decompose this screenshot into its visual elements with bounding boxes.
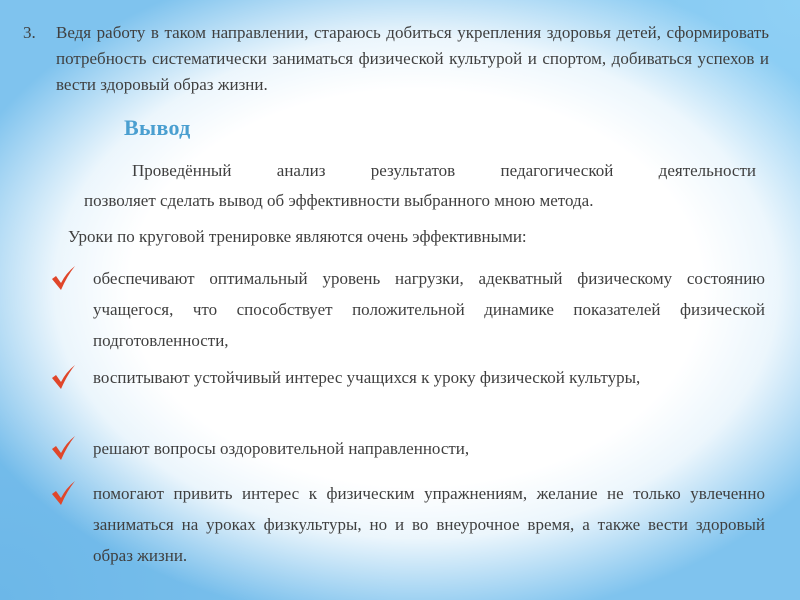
intro-line-1: Проведённый анализ результатов педагогической деятельности xyxy=(132,161,756,180)
section-heading: Вывод xyxy=(124,115,191,140)
bullet-text: обеспечивают оптимальный уровень нагрузки, адекватный физическому состоянию учащегося, что способствует положительной динамике показателей физической подготовленности, xyxy=(93,269,765,350)
checkmark-icon xyxy=(50,364,76,390)
intro-line-2: позволяет сделать вывод об эффективности выбранного мною метода. xyxy=(84,191,594,210)
bullet-text: воспитывают устойчивый интерес учащихся к уроку физической культуры, xyxy=(93,368,641,387)
bullet-text: решают вопросы оздоровительной направленности, xyxy=(93,439,470,458)
item-text: Ведя работу в таком направлении, стараюсь добиться укрепления здоровья детей, сформировать потребность систематически заниматься физической культурой и спортом, добиваться успехов и вести здоровый образ жизни. xyxy=(56,23,769,94)
checkmark-icon xyxy=(50,480,76,506)
checkmark-icon xyxy=(50,435,76,461)
checkmark-icon xyxy=(50,265,76,291)
bullets-lead: Уроки по круговой тренировке являются очень эффективными: xyxy=(68,227,527,246)
item-number: 3. xyxy=(23,23,36,42)
bullet-text: помогают привить интерес к физическим упражнениям, желание не только увлеченно заниматься на уроках физкультуры, но и во внеурочное время, а также вести здоровый образ жизни. xyxy=(93,484,765,565)
